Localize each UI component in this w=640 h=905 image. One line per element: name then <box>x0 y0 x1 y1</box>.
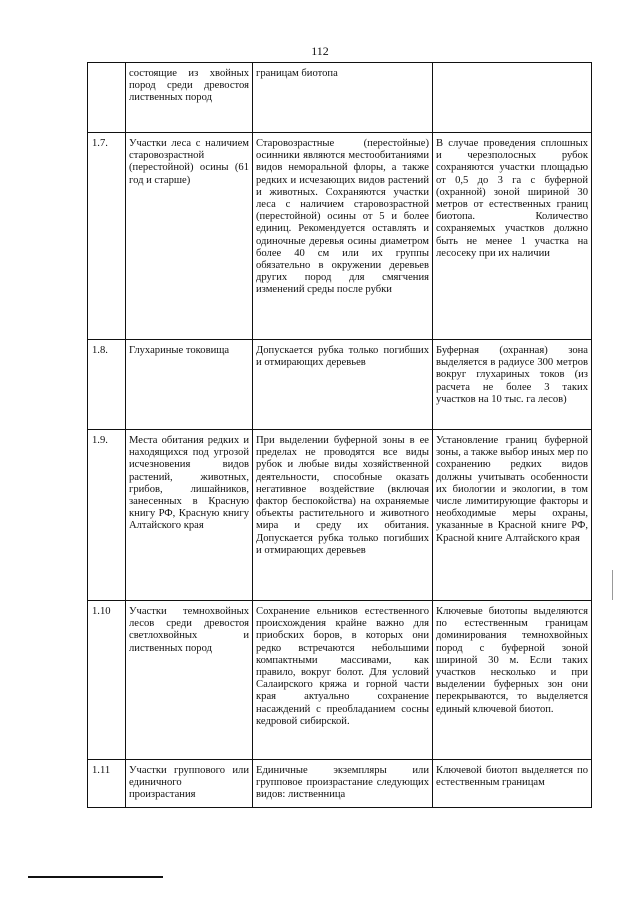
footnote-separator <box>28 876 163 878</box>
row-number: 1.11 <box>88 760 126 808</box>
biotope-measure: Установление границ буферной зоны, а также выбор иных мер по сохранению редких видов должны учитывать особенности их биологии и экологии, в том числе лимитирующие факторы и необходимые меры охраны, указанные в Красной книге РФ, Красной книге Алтайского края <box>433 430 592 601</box>
table-row <box>88 133 592 340</box>
table-row <box>88 760 592 808</box>
table-row <box>88 63 592 133</box>
biotope-measure: В случае проведения сплошных и черезполосных рубок сохраняются участки площадью от 0,5 до 3 га с буферной (охранной) зоной шириной 30 метров от естественных границ биотопа. Количество сохраняемых участков должно быть не менее 1 участка на лесосеку при их наличии <box>433 133 592 340</box>
table-row <box>88 340 592 430</box>
page-number: 112 <box>311 44 329 58</box>
biotope-measure: Буферная (охранная) зона выделяется в радиусе 300 метров вокруг глухариных токов (из расчета не более 3 таких участков на 10 тыс. га лесов) <box>433 340 592 430</box>
biotope-reason: Единичные экземпляры или групповое произрастание следующих видов: лиственница <box>253 760 433 808</box>
row-number <box>88 63 126 133</box>
biotope-object: Участки леса с наличием старовозрастной (перестойной) осины (61 год и старше) <box>126 133 253 340</box>
biotope-reason: Допускается рубка только погибших и отмирающих деревьев <box>253 340 433 430</box>
row-number: 1.8. <box>88 340 126 430</box>
biotope-measure: Ключевые биотопы выделяются по естественным границам доминирования темнохвойных пород с буферной зоной шириной 30 м. Если таких участков несколько и при выделении буферных зон они перекрываются, то выделяется единый ключевой биотоп. <box>433 601 592 760</box>
key-biotopes-table <box>87 62 592 808</box>
biotope-object: Участки темнохвойных лесов среди древостоя светлохвойных и лиственных пород <box>126 601 253 760</box>
biotope-reason: При выделении буферной зоны в ее пределах не проводятся все виды рубок и любые виды хозяйственной деятельности, способные оказать негативное воздействие (включая фактор беспокойства) на охраняемые объекты растительного и животного мира и среду их обитания. Допускается рубка только погибших и отмирающих деревьев <box>253 430 433 601</box>
biotope-object: состоящие из хвойных пород среди древостоя лиственных пород <box>126 63 253 133</box>
margin-mark <box>612 570 613 600</box>
table-row <box>88 601 592 760</box>
biotope-object: Места обитания редких и находящихся под угрозой исчезновения видов растений, животных, грибов, лишайников, занесенных в Красную книгу РФ, Красную книгу Алтайского края <box>126 430 253 601</box>
biotope-measure: Ключевой биотоп выделяется по естественным границам <box>433 760 592 808</box>
row-number: 1.7. <box>88 133 126 340</box>
biotope-object: Глухариные токовища <box>126 340 253 430</box>
biotope-reason: Старовозрастные (перестойные) осинники являются местообитаниями видов неморальной флоры, а также редких и исчезающих видов растений и животных. Сохраняются участки леса с наличием старовозрастной (перестойной) осины от 5 и более единиц. Рекомендуется оставлять и одиночные деревья осины диаметром более 40 см или их группы обязательно в окружении деревьев других пород для смягчения изменений среды после рубки <box>253 133 433 340</box>
biotope-object: Участки группового или единичного произрастания <box>126 760 253 808</box>
table-row <box>88 430 592 601</box>
biotope-measure <box>433 63 592 133</box>
biotope-reason: границам биотопа <box>253 63 433 133</box>
row-number: 1.9. <box>88 430 126 601</box>
biotope-reason: Сохранение ельников естественного происхождения крайне важно для приобских боров, в которых они редко встречаются небольшими компактными массивами, как правило, вокруг болот. Для условий Салаирского кряжа и горной части края актуально сохранение насаждений с преобладанием сосны кедровой сибирской. <box>253 601 433 760</box>
row-number: 1.10 <box>88 601 126 760</box>
